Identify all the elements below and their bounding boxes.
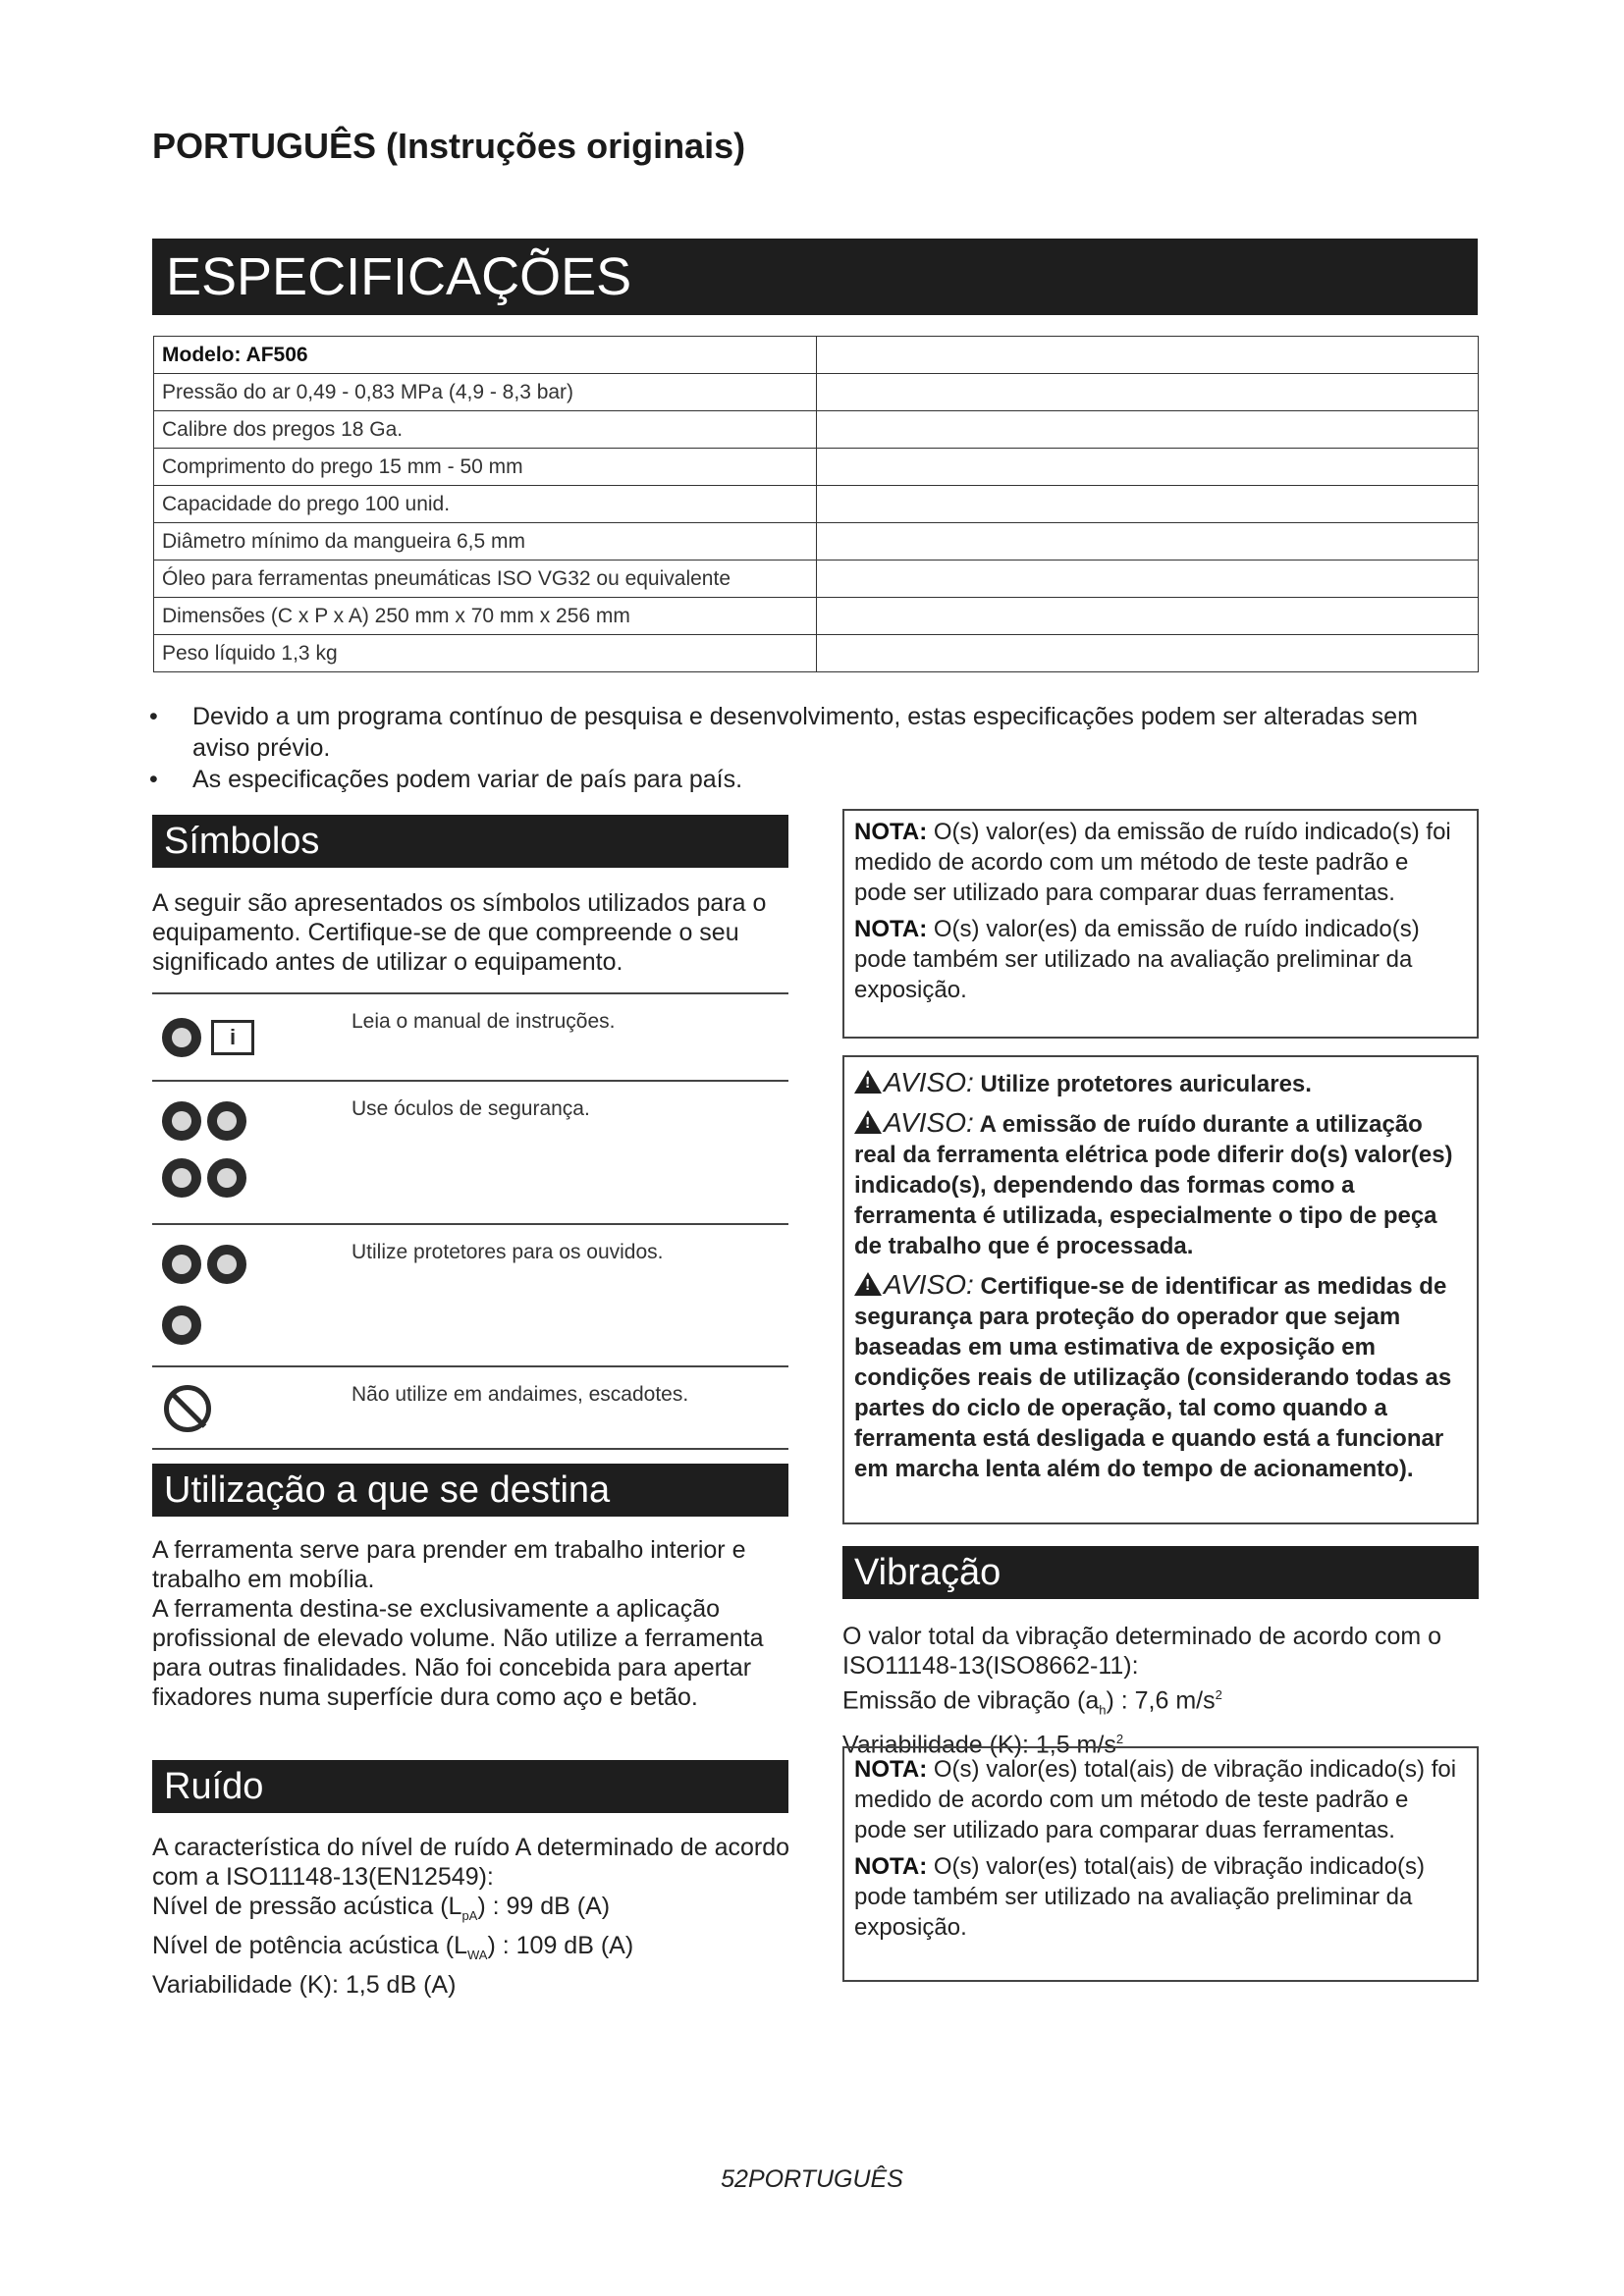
table-row — [154, 561, 1479, 598]
noise-power-prefix: Nível de potência acústica (L — [152, 1932, 468, 1959]
note-paragraph — [854, 1754, 1467, 1845]
spec-empty-cell — [817, 411, 1479, 449]
noise-heading: Ruído — [152, 1760, 788, 1813]
noise-power-value: ) : 109 dB (A) — [487, 1932, 634, 1959]
table-row — [154, 411, 1479, 449]
symbol-row — [152, 1365, 788, 1450]
prohibition-icon — [164, 1385, 211, 1432]
bullet-dot: • — [149, 703, 158, 730]
warning-label: AVISO: — [884, 1107, 974, 1138]
specifications-heading: ESPECIFICAÇÕES — [152, 239, 1478, 315]
table-row — [154, 486, 1479, 523]
spec-nail-length: Comprimento do prego 15 mm - 50 mm — [154, 449, 817, 486]
page-footer: 52PORTUGUÊS — [721, 2165, 903, 2193]
spec-note-text: Devido a um programa contínuo de pesquisa e desenvolvimento, estas especificações podem ser alteradas sem aviso prévio. — [192, 703, 1418, 762]
warning-item — [854, 1067, 1467, 1099]
symbol-label: Utilize protetores para os ouvidos. — [352, 1241, 664, 1263]
table-row — [154, 635, 1479, 672]
warning-item — [854, 1269, 1467, 1484]
symbol-label: Use óculos de segurança. — [352, 1097, 590, 1120]
spec-nail-capacity: Capacidade do prego 100 unid. — [154, 486, 817, 523]
table-row — [154, 598, 1479, 635]
list-item — [149, 764, 1485, 795]
spec-net-weight: Peso líquido 1,3 kg — [154, 635, 817, 672]
spec-empty-cell — [817, 337, 1479, 374]
safety-glasses-icon — [152, 1082, 344, 1223]
earmuff-icon — [162, 1306, 201, 1345]
earmuff-icon — [207, 1245, 246, 1284]
symbol-row — [152, 992, 788, 1080]
ear-protection-icon — [152, 1225, 344, 1365]
note-label: NOTA: — [854, 1756, 928, 1783]
table-row — [154, 374, 1479, 411]
unit-exponent: 2 — [1115, 1732, 1124, 1747]
note-label: NOTA: — [854, 1853, 928, 1880]
noise-warning-box — [842, 1055, 1479, 1524]
vibration-intro: O valor total da vibração determinado de acordo com o ISO11148-13(ISO8662-11): — [842, 1623, 1442, 1680]
list-item — [149, 701, 1485, 764]
goggles-icon — [162, 1158, 201, 1198]
noise-note-box — [842, 809, 1479, 1039]
goggles-icon — [162, 1101, 201, 1141]
spec-oil: Óleo para ferramentas pneumáticas ISO VG32 ou equivalente — [154, 561, 817, 598]
spec-empty-cell — [817, 449, 1479, 486]
spec-empty-cell — [817, 486, 1479, 523]
earmuff-icon — [162, 1245, 201, 1284]
no-scaffold-icon — [152, 1367, 344, 1448]
vibration-emission-prefix: Emissão de vibração (a — [842, 1686, 1100, 1715]
vibration-emission — [842, 1681, 1481, 1725]
goggles-icon — [207, 1101, 246, 1141]
spec-empty-cell — [817, 561, 1479, 598]
symbol-row — [152, 1223, 788, 1365]
intended-use-paragraph: A ferramenta serve para prender em trabalho interior e trabalho em mobília. — [152, 1536, 746, 1593]
noise-pressure-sub: pA — [461, 1908, 478, 1923]
warning-label: AVISO: — [884, 1269, 974, 1300]
spec-empty-cell — [817, 523, 1479, 561]
symbol-label: Leia o manual de instruções. — [352, 1010, 616, 1033]
vibration-note-box — [842, 1746, 1479, 1982]
noise-text — [152, 1833, 800, 2000]
symbols-table — [152, 992, 788, 1450]
spec-empty-cell — [817, 635, 1479, 672]
table-row — [154, 337, 1479, 374]
bullet-dot: • — [149, 766, 158, 793]
spec-nail-gauge: Calibre dos pregos 18 Ga. — [154, 411, 817, 449]
warning-text: Certifique-se de identificar as medidas de segurança para proteção do operador que sejam baseadas em uma estimativa de exposição em condições reais de utilização (considerando todas as partes do ciclo de operação, tal como quando a ferramenta está desligada e quando está a funcionar em marcha lenta além do tempo de acionamento). — [854, 1273, 1452, 1482]
noise-intro: A característica do nível de ruído A determinado de acordo com a ISO11148-13(EN12549): — [152, 1834, 790, 1891]
spec-empty-cell — [817, 598, 1479, 635]
spec-model: Modelo: AF506 — [154, 337, 817, 374]
intended-use-heading: Utilização a que se destina — [152, 1464, 788, 1517]
warning-text: A emissão de ruído durante a utilização real da ferramenta elétrica pode diferir do(s) valor(es) indicado(s), dependendo das formas como a ferramenta é utilizada, especialmente o tipo de peça de trabalho que é processada. — [854, 1111, 1453, 1259]
intended-use-text — [152, 1535, 795, 1712]
unit-exponent: 2 — [1215, 1687, 1222, 1702]
spec-note-text: As especificações podem variar de país para país. — [192, 766, 743, 793]
note-label: NOTA: — [854, 916, 928, 942]
table-row — [154, 449, 1479, 486]
warning-label: AVISO: — [884, 1067, 974, 1097]
warning-item — [854, 1107, 1467, 1261]
specifications-table — [153, 336, 1479, 672]
book-icon: i — [211, 1020, 254, 1055]
noise-pressure — [152, 1892, 800, 1931]
spec-empty-cell — [817, 374, 1479, 411]
language-title: PORTUGUÊS (Instruções originais) — [152, 126, 746, 166]
note-text: O(s) valor(es) total(ais) de vibração indicado(s) foi medido de acordo com um método de teste padrão e pode ser utilizado para comparar duas ferramentas. — [854, 1756, 1457, 1843]
warning-text: Utilize protetores auriculares. — [973, 1071, 1312, 1097]
note-text: O(s) valor(es) da emissão de ruído indicado(s) foi medido de acordo com um método de teste padrão e pode ser utilizado para comparar duas ferramentas. — [854, 819, 1451, 906]
vibration-emission-sub: h — [1099, 1702, 1107, 1718]
vibration-emission-value: ) : 7,6 m/s — [1106, 1686, 1216, 1715]
symbol-label: Não utilize em andaimes, escadotes. — [352, 1383, 689, 1406]
goggles-icon — [207, 1158, 246, 1198]
vibration-text — [842, 1622, 1481, 1760]
read-manual-icon — [152, 994, 344, 1080]
intended-use-paragraph: A ferramenta destina-se exclusivamente a aplicação profissional de elevado volume. Não utilize a ferramenta para outras finalidades. Não foi concebida para apertar fixadores numa superfície dura como aço e betão. — [152, 1595, 764, 1711]
symbol-row — [152, 1080, 788, 1223]
manual-circle-icon — [162, 1018, 201, 1057]
noise-power-sub: WA — [467, 1948, 488, 1962]
warning-triangle-icon — [854, 1110, 882, 1134]
warning-triangle-icon — [854, 1272, 882, 1296]
note-text: O(s) valor(es) total(ais) de vibração indicado(s) pode também ser utilizado na avaliação preliminar da exposição. — [854, 1853, 1426, 1941]
note-label: NOTA: — [854, 819, 928, 845]
note-paragraph — [854, 817, 1467, 908]
spec-air-pressure: Pressão do ar 0,49 - 0,83 MPa (4,9 - 8,3 bar) — [154, 374, 817, 411]
noise-uncertainty: Variabilidade (K): 1,5 dB (A) — [152, 1971, 457, 1999]
table-row — [154, 523, 1479, 561]
noise-pressure-prefix: Nível de pressão acústica (L — [152, 1893, 462, 1920]
warning-triangle-icon — [854, 1070, 882, 1094]
vibration-uncertainty-text: Variabilidade (K): 1,5 m/s — [842, 1731, 1116, 1759]
vibration-heading: Vibração — [842, 1546, 1479, 1599]
noise-power — [152, 1931, 800, 1970]
spec-hose-diameter: Diâmetro mínimo da mangueira 6,5 mm — [154, 523, 817, 561]
note-paragraph — [854, 1851, 1467, 1943]
noise-pressure-value: ) : 99 dB (A) — [477, 1893, 611, 1920]
note-paragraph — [854, 914, 1467, 1005]
symbols-heading: Símbolos — [152, 815, 788, 868]
spec-dimensions: Dimensões (C x P x A) 250 mm x 70 mm x 256 mm — [154, 598, 817, 635]
note-text: O(s) valor(es) da emissão de ruído indicado(s) pode também ser utilizado na avaliação preliminar da exposição. — [854, 916, 1420, 1003]
symbols-intro: A seguir são apresentados os símbolos utilizados para o equipamento. Certifique-se de que compreende o seu significado antes de utilizar o equipamento. — [152, 889, 767, 976]
spec-notes — [149, 701, 1485, 795]
